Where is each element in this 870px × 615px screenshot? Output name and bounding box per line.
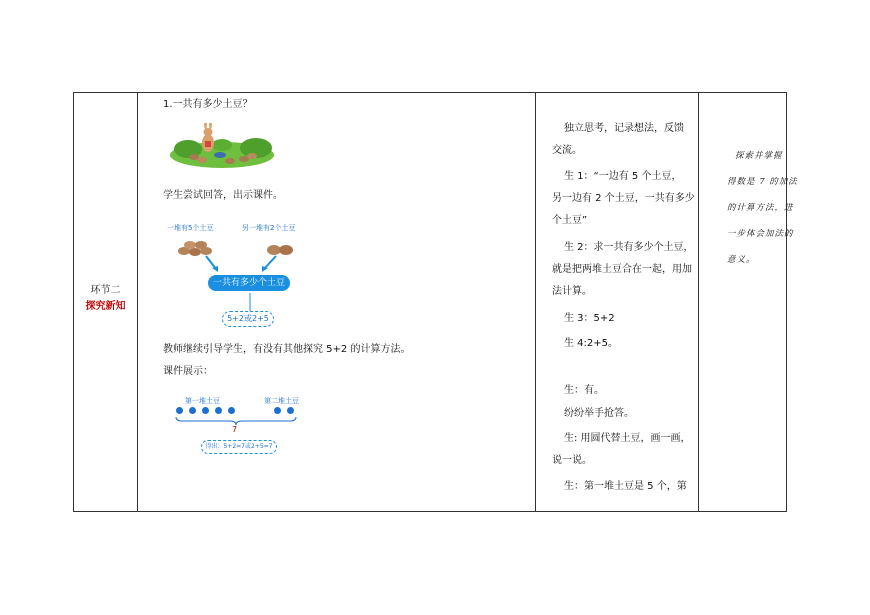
student-line: 生 3：5+2 (564, 313, 615, 324)
student-line: 就是把两堆土豆合在一起，用加 (552, 264, 692, 275)
student-line: 纷纷举手抢答。 (564, 408, 634, 419)
student-line: 生 4:2+5。 (564, 338, 619, 349)
student-line: 交流。 (552, 145, 582, 156)
purpose-line: 意义。 (727, 255, 756, 265)
student-line: 个土豆” (552, 215, 588, 226)
purpose-line: 探索并掌握 (735, 151, 783, 161)
left-pile (178, 241, 212, 256)
student-line: 生 2：求一共有多少个土豆， (564, 242, 694, 253)
pile2-label: 第二堆土豆 (264, 397, 299, 405)
dot (176, 407, 183, 414)
paragraph-1: 学生尝试回答，出示课件。 (163, 190, 283, 201)
arrow-left (206, 256, 216, 269)
purpose-line: 一步体会加法的 (727, 229, 794, 239)
rabbit-potatoes-illustration (168, 123, 276, 169)
dot (228, 407, 235, 414)
dot (202, 407, 209, 414)
potato-piles-diagram (176, 236, 306, 276)
formula-box: 5+2或2+5 (222, 311, 274, 327)
total-question-bubble: 一共有多少个土豆 (208, 275, 290, 291)
paragraph-2: 教师继续引导学生，有没有其他探究 5+2 的计算方法。 (163, 344, 411, 355)
dot (274, 407, 281, 414)
stage-title: 探究新知 (85, 301, 126, 312)
purpose-line: 得数是 7 的加法 (727, 177, 798, 187)
student-line: 生 1：“一边有 5 个土豆， (564, 171, 682, 182)
summary-box: 得出：5+2=7或2+5=7 (201, 440, 277, 454)
paragraph-3: 课件展示： (163, 366, 213, 377)
design-purpose-cell (719, 93, 798, 511)
student-line: 说一说。 (552, 455, 592, 466)
total-value: 7 (232, 425, 238, 434)
column-divider (535, 93, 536, 511)
student-line: 独立思考，记录想法，反馈 (564, 123, 684, 134)
label-right-pile: 另一堆有2个土豆 (242, 224, 296, 232)
lesson-table (73, 92, 798, 512)
student-line: 生：有。 (564, 385, 604, 396)
dot (215, 407, 222, 414)
purpose-line: 的计算方法，进 (727, 203, 794, 213)
student-line: 另一边有 2 个土豆，一共有多少 (552, 193, 695, 204)
dot (287, 407, 294, 414)
arrow-right (264, 256, 276, 269)
connector-line (246, 293, 254, 311)
student-activity-cell (552, 93, 702, 511)
student-line: 生：第一堆土豆是 5 个，第 (564, 481, 687, 492)
stage-number: 环节二 (90, 285, 121, 296)
question-1: 1.一共有多少土豆？ (163, 99, 253, 110)
teacher-activity-cell (138, 93, 535, 511)
pile1-label: 第一堆土豆 (185, 397, 220, 405)
dot (189, 407, 196, 414)
stage-label (74, 283, 137, 315)
student-line: 生: 用圆代替土豆，画一画， (564, 433, 691, 444)
label-left-pile: 一堆有5个土豆 (167, 224, 214, 232)
student-line: 法计算。 (552, 286, 592, 297)
right-pile (267, 245, 293, 255)
